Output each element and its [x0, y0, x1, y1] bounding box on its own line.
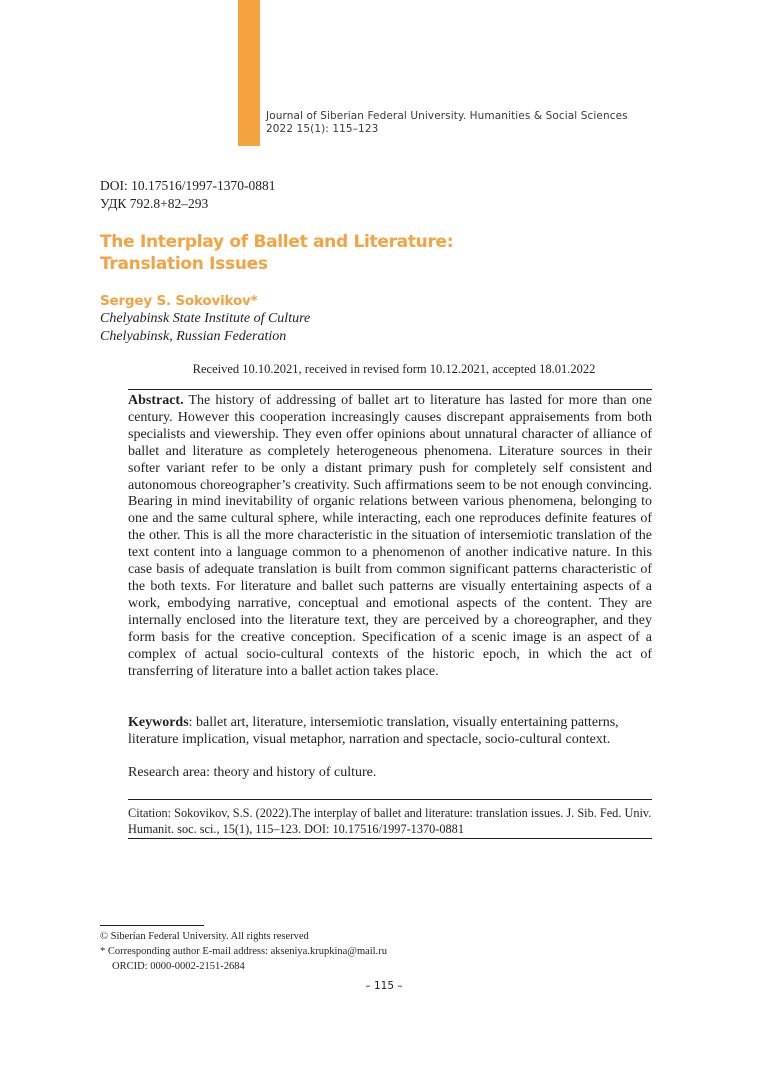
- abstract-label: Abstract.: [128, 393, 184, 408]
- doi: DOI: 10.17516/1997-1370-0881: [100, 178, 276, 193]
- abstract: [128, 393, 652, 680]
- citation: Citation: Sokovikov, S.S. (2022).The interplay of ballet and literature: translation issues. J. Sib. Fed. Univ. Humanit. soc. sci., 15(1), 115–123. DOI: 10.17516/1997-1370-0881: [128, 806, 652, 836]
- article-meta: [100, 177, 276, 213]
- copyright-note: © Siberian Federal University. All rights reserved: [100, 931, 309, 942]
- corresponding-author-note: * Corresponding author E-mail address: akseniya.krupkina@mail.ru: [100, 946, 387, 957]
- keywords-text: : ballet art, literature, intersemiotic translation, visually entertaining patterns, literature implication, visual metaphor, narration and spectacle, socio-cultural context.: [128, 715, 619, 747]
- keywords-label: Keywords: [128, 715, 189, 730]
- keywords: [128, 714, 652, 748]
- journal-name: Journal of Siberian Federal University. Humanities & Social Sciences: [266, 110, 628, 122]
- received-dates: Received 10.10.2021, received in revised form 10.12.2021, accepted 18.01.2022: [192, 362, 596, 376]
- orcid-note: ORCID: 0000-0002-2151-2684: [112, 961, 245, 972]
- citation-bottom-rule: [128, 838, 652, 839]
- journal-issue: 2022 15(1): 115–123: [266, 123, 379, 135]
- journal-accent-bar: [238, 0, 260, 146]
- footnote-rule: [100, 925, 204, 926]
- page-number: – 115 –: [365, 980, 403, 992]
- author-name: Sergey S. Sokovikov*: [100, 293, 258, 309]
- affiliation: [100, 310, 310, 346]
- title-line-2: Translation Issues: [100, 254, 268, 274]
- affiliation-location: Chelyabinsk, Russian Federation: [100, 329, 287, 344]
- journal-header: [266, 110, 628, 136]
- abstract-text: The history of addressing of ballet art to literature has lasted for more than one century. However this cooperation increasingly causes discrepant appraisements from both specialists and viewership. They even offer opinions about unnatural character of alliance of ballet and literature as completely heterogeneous phenomena. Literature sources in their softer variant refer to be only a distant primary push for completely self consistent and autonomous choreographer’s creativity. Such affirmations seem to be not enough convincing. Bearing in mind inevitability of organic relations between various phenomena, belonging to one and the same cultural sphere, while interacting, each one reproduces definite features of the other. This is all the more characteristic in the situation of intersemiotic translation of the text content into a language common to a phenomenon of another indicative nature. In this case basis of adequate translation is built from common significant patterns characteristic of the both texts. For literature and ballet such patterns are visually entertaining aspects of a work, embodying narrative, conceptual and emotional aspects of the content. They are internally enclosed into the literature text, they are perceived by a choreographer, and they form basis for the creative conception. Specification of a scenic image is an aspect of a complex of actual socio-cultural contexts of the historic epoch, in which the act of transferring of literature into a ballet action takes place.: [128, 393, 653, 679]
- udk: УДК 792.8+82–293: [100, 196, 209, 211]
- footnotes: [100, 929, 387, 974]
- abstract-top-rule: [128, 389, 652, 390]
- title-line-1: The Interplay of Ballet and Literature:: [100, 232, 454, 252]
- affiliation-institution: Chelyabinsk State Institute of Culture: [100, 311, 311, 326]
- citation-top-rule: [128, 799, 652, 800]
- article-title: [100, 231, 660, 275]
- research-area: Research area: theory and history of culture.: [128, 765, 377, 780]
